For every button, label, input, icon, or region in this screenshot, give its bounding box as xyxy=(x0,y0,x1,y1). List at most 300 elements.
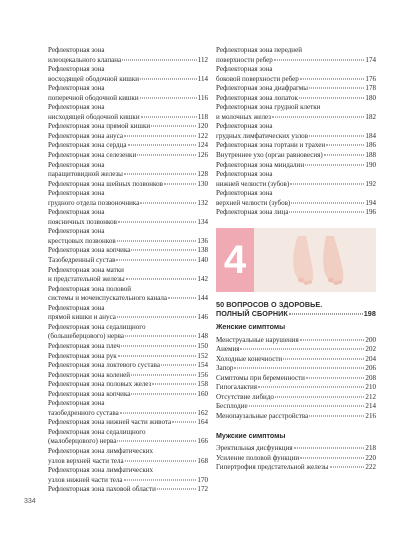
toc-entry-line xyxy=(216,132,376,142)
leader-dots xyxy=(306,377,364,378)
toc-entry-text: боковой поверхности ребер xyxy=(216,74,299,83)
toc-entry[interactable] xyxy=(216,345,376,355)
toc-entry[interactable] xyxy=(48,227,208,246)
toc-entry[interactable] xyxy=(216,374,376,384)
toc-entry-line xyxy=(216,199,376,209)
toc-entry[interactable] xyxy=(48,103,208,122)
toc-entry[interactable] xyxy=(48,466,208,485)
toc-entry[interactable] xyxy=(216,103,376,122)
toc-entry-page: 144 xyxy=(197,294,208,303)
toc-entry[interactable] xyxy=(48,132,208,142)
toc-entry-text: Рефлекторная зона лимфатических xyxy=(48,446,154,455)
toc-entry-line xyxy=(216,161,376,171)
toc-entry-page: 186 xyxy=(365,141,376,150)
toc-entry-text: Рефлекторная зона лица xyxy=(216,208,289,217)
toc-entry-line xyxy=(216,65,376,75)
toc-entry-line xyxy=(216,383,376,393)
toc-entry-text: Рефлекторная зона матки xyxy=(48,265,124,274)
toc-entry-line xyxy=(216,355,376,365)
toc-entry[interactable] xyxy=(216,355,376,365)
toc-entry-page: 148 xyxy=(197,332,208,341)
toc-entry[interactable] xyxy=(216,208,376,218)
toc-entry-line xyxy=(216,170,376,180)
toc-entry-page: 138 xyxy=(197,246,208,255)
toc-entry-page: 134 xyxy=(197,217,208,226)
toc-entry-line xyxy=(48,208,208,218)
toc-entry[interactable] xyxy=(216,444,376,454)
toc-entry[interactable] xyxy=(48,352,208,362)
leader-dots xyxy=(289,212,364,213)
toc-entry[interactable] xyxy=(216,393,376,403)
page-number: 334 xyxy=(24,498,36,505)
toc-entry[interactable] xyxy=(216,46,376,65)
toc-entry-text: Симптомы при беременности xyxy=(216,373,305,382)
leader-dots xyxy=(117,441,196,442)
toc-sections xyxy=(216,323,376,473)
leader-dots xyxy=(117,240,197,241)
toc-entry-line xyxy=(48,46,208,56)
toc-entry[interactable] xyxy=(48,256,208,266)
leader-dots xyxy=(131,374,196,375)
leader-dots xyxy=(291,202,364,203)
leader-dots xyxy=(234,368,364,369)
toc-entry-text: Рефлекторная зона xyxy=(48,227,105,236)
toc-entry-text: Рефлекторная зона xyxy=(48,46,105,54)
toc-entry-page: 118 xyxy=(197,112,208,121)
toc-entry-text: Рефлекторная зона прямой кишки xyxy=(48,122,151,131)
leader-dots xyxy=(289,314,363,315)
leader-dots xyxy=(258,387,364,388)
toc-entry-text: системы и мочеиспускательного канала xyxy=(48,294,168,303)
toc-entry-line xyxy=(48,132,208,142)
toc-entry-page: 130 xyxy=(197,179,208,188)
leader-dots xyxy=(300,457,364,458)
leader-dots xyxy=(274,59,365,60)
toc-entry-page: 162 xyxy=(197,408,208,417)
toc-entry-text: Рефлекторная зона половых желез xyxy=(48,380,152,389)
leader-dots xyxy=(126,279,197,280)
toc-entry-page: 152 xyxy=(197,351,208,360)
toc-entry[interactable] xyxy=(216,402,376,412)
toc-entry-text: Рефлекторная зона xyxy=(216,65,273,74)
toc-entry-line xyxy=(216,151,376,161)
toc-entry-text: поверхности ребер xyxy=(216,55,273,64)
toc-entry-line xyxy=(216,336,376,346)
toc-entry-line xyxy=(48,447,208,457)
toc-entry-text: Гипертрофия предстательной железы xyxy=(216,463,329,472)
toc-entry-text: Рефлекторная зона половой xyxy=(48,284,132,293)
toc-entry-line xyxy=(48,256,208,266)
feet-photo xyxy=(254,228,376,292)
toc-entry-line xyxy=(48,371,208,381)
toc-entry-page: 170 xyxy=(197,475,208,484)
toc-entry[interactable] xyxy=(48,418,208,428)
toc-entry-line xyxy=(48,218,208,228)
toc-entry-text: Тазобедренный сустав xyxy=(48,256,116,265)
toc-entry-page: 176 xyxy=(365,74,376,83)
toc-entry-line xyxy=(48,65,208,75)
toc-entry[interactable] xyxy=(216,151,376,161)
toc-entry[interactable] xyxy=(216,84,376,94)
toc-entry-text: Рефлекторная зона копчика xyxy=(48,389,131,398)
leader-dots xyxy=(172,422,196,423)
toc-entry[interactable] xyxy=(48,84,208,103)
toc-entry-text: Рефлекторная зона паховой области xyxy=(48,485,156,494)
toc-entry[interactable] xyxy=(48,380,208,390)
toc-entry-text: Эректильная дисфункция xyxy=(216,444,293,453)
toc-entry-line xyxy=(216,84,376,94)
toc-entry[interactable] xyxy=(216,170,376,189)
leader-dots xyxy=(125,336,196,337)
toc-entry[interactable] xyxy=(216,65,376,84)
toc-entry-line xyxy=(48,151,208,161)
toc-entry-text: Рефлекторная зона гортани и трахеи xyxy=(216,141,326,150)
toc-entry[interactable] xyxy=(48,342,208,352)
leader-dots xyxy=(249,406,365,407)
toc-entry-line xyxy=(48,246,208,256)
toc-entry-page: 124 xyxy=(197,141,208,150)
toc-entry-text: поперечной ободочной кишки xyxy=(48,93,139,102)
leader-dots xyxy=(137,155,196,156)
leader-dots xyxy=(118,221,196,222)
toc-entry[interactable] xyxy=(48,371,208,381)
toc-entry-page: 164 xyxy=(197,418,208,427)
toc-entry[interactable] xyxy=(48,399,208,418)
leader-dots xyxy=(140,78,197,79)
toc-entry-line xyxy=(216,374,376,384)
toc-entry-text: Рефлекторная зона xyxy=(216,170,273,179)
toc-entry-line xyxy=(216,122,376,132)
chapter-title-line: 50 ВОПРОСОВ О ЗДОРОВЬЕ. xyxy=(216,299,323,309)
toc-entry-line xyxy=(48,275,208,285)
toc-entry-line xyxy=(48,428,208,438)
toc-entry[interactable] xyxy=(48,285,208,304)
toc-entry-line xyxy=(48,56,208,66)
toc-entry-line xyxy=(48,285,208,295)
leader-dots xyxy=(309,416,364,417)
toc-entry-line xyxy=(48,323,208,333)
chapter-title-line: ПОЛНЫЙ СБОРНИК 198 xyxy=(216,309,376,319)
toc-entry-text: Рефлекторная зона ануса xyxy=(48,131,124,140)
toc-entry-page: 126 xyxy=(197,151,208,160)
toc-entry-line xyxy=(216,412,376,422)
toc-entry-line xyxy=(48,390,208,400)
leader-dots xyxy=(124,174,197,175)
toc-entry[interactable] xyxy=(216,463,376,473)
leader-dots xyxy=(161,365,196,366)
toc-entry-line xyxy=(48,122,208,132)
toc-entry-text: Рефлекторная зона диафрагмы xyxy=(216,84,308,93)
toc-entry-text: Рефлекторная зона xyxy=(48,303,105,312)
toc-entry[interactable] xyxy=(216,161,376,171)
toc-entry[interactable] xyxy=(216,141,376,151)
toc-entry-page: 180 xyxy=(365,93,376,102)
section-heading: Мужские симптомы xyxy=(216,431,286,440)
toc-entry-line xyxy=(216,444,376,454)
toc-entry[interactable] xyxy=(48,323,208,342)
toc-entry-text: грудного отдела позвоночника xyxy=(48,198,140,207)
toc-entry[interactable] xyxy=(48,485,208,495)
toc-entry-page: 174 xyxy=(365,55,376,64)
toc-entry[interactable] xyxy=(48,122,208,132)
leader-dots xyxy=(131,393,196,394)
toc-entry-line xyxy=(48,399,208,409)
toc-entry-line xyxy=(48,237,208,247)
toc-entry-page: 116 xyxy=(197,93,208,102)
toc-entry[interactable] xyxy=(216,94,376,104)
toc-entry-text: Рефлекторная зона xyxy=(48,208,105,217)
toc-entry-text: и предстательной железы xyxy=(48,275,125,284)
toc-entry-text: Бесплодие xyxy=(216,402,248,411)
toc-entry-page: 208 xyxy=(365,373,376,382)
leader-dots xyxy=(124,479,197,480)
toc-entry-page: 194 xyxy=(365,198,376,207)
toc-entry[interactable] xyxy=(48,180,208,190)
toc-entry-text: Рефлекторная зона нижней части живота xyxy=(48,418,172,427)
toc-entry[interactable] xyxy=(216,336,376,346)
leader-dots xyxy=(120,412,197,413)
toc-entry-page: 190 xyxy=(365,160,376,169)
toc-entry-text: грудных лимфатических узлов xyxy=(216,131,309,140)
toc-entry-text: узлов нижней части тела xyxy=(48,475,123,484)
chapter-number: 4 xyxy=(223,237,247,282)
toc-entry-line xyxy=(216,46,376,56)
toc-entry-text: Рефлекторная зона седалищного xyxy=(48,427,146,436)
toc-entry-text: нижней челюсти (зубов) xyxy=(216,179,290,188)
toc-entry-page: 214 xyxy=(365,402,376,411)
toc-entry-text: илеоцекального клапана xyxy=(48,55,122,64)
toc-entry[interactable] xyxy=(48,390,208,400)
toc-entry-text: Рефлекторная зона локтевого сустава xyxy=(48,361,160,370)
leader-dots xyxy=(305,164,364,165)
toc-entry-line xyxy=(48,304,208,314)
toc-entry[interactable] xyxy=(216,454,376,464)
toc-entry-line xyxy=(216,393,376,403)
toc-entry[interactable] xyxy=(48,361,208,371)
toc-entry-line xyxy=(48,170,208,180)
toc-entry[interactable] xyxy=(48,46,208,65)
toc-entry[interactable] xyxy=(48,161,208,180)
toc-entry-text: Рефлекторная зона передней xyxy=(216,46,302,54)
toc-entry-line xyxy=(48,342,208,352)
leader-dots xyxy=(117,317,196,318)
leader-dots xyxy=(122,59,197,60)
toc-entry-page: 146 xyxy=(197,313,208,322)
toc-entry-text: и молочных желез xyxy=(216,112,272,121)
toc-entry[interactable] xyxy=(48,266,208,285)
toc-entry-line xyxy=(48,189,208,199)
toc-entry-line xyxy=(48,437,208,447)
toc-entry[interactable] xyxy=(48,65,208,84)
chapter-page: 198 xyxy=(363,309,376,319)
toc-entry-page: 188 xyxy=(365,151,376,160)
toc-entry-line xyxy=(48,466,208,476)
toc-entry-text: (большеберцового) нерва xyxy=(48,332,125,341)
toc-entry-text: Рефлекторная зона сердца xyxy=(48,141,127,150)
toc-entry-line xyxy=(48,75,208,85)
toc-entry[interactable] xyxy=(48,447,208,466)
toc-entry-text: Рефлекторная зона xyxy=(48,65,105,74)
toc-entry-line xyxy=(216,345,376,355)
toc-entry-text: Рефлекторная зона грудной клетки xyxy=(216,103,321,112)
toc-entry-text: восходящей ободочной кишки xyxy=(48,74,140,83)
toc-entry-page: 140 xyxy=(197,256,208,265)
toc-entry-line xyxy=(216,94,376,104)
leader-dots xyxy=(290,183,364,184)
toc-entry[interactable] xyxy=(48,189,208,208)
toc-entry-line xyxy=(216,180,376,190)
toc-entry-text: верхней челюсти (зубов) xyxy=(216,198,291,207)
toc-entry[interactable] xyxy=(48,428,208,447)
toc-entry-line xyxy=(48,418,208,428)
toc-entry[interactable] xyxy=(216,412,376,422)
toc-entry-line xyxy=(48,94,208,104)
toc-entry-page: 168 xyxy=(197,456,208,465)
toc-entry-page: 182 xyxy=(365,112,376,121)
leader-dots xyxy=(330,467,365,468)
toc-right-column xyxy=(216,46,376,473)
toc-entry-page: 210 xyxy=(365,383,376,392)
toc-entry-page: 156 xyxy=(197,370,208,379)
toc-entry-line xyxy=(48,141,208,151)
leader-dots xyxy=(121,345,196,346)
toc-entry-page: 166 xyxy=(197,437,208,446)
toc-entry-text: Внутреннее ухо (орган равновесия) xyxy=(216,151,323,160)
leader-dots xyxy=(124,135,196,136)
chapter-banner xyxy=(216,228,376,292)
toc-entry-text: Рефлекторная зона рук xyxy=(48,351,117,360)
toc-entry-page: 172 xyxy=(197,485,208,494)
toc-entry-text: Рефлекторная зона xyxy=(216,122,273,131)
toc-entry-page: 150 xyxy=(197,341,208,350)
leader-dots xyxy=(309,135,364,136)
leader-dots xyxy=(272,116,364,117)
toc-entry[interactable] xyxy=(216,383,376,393)
leader-dots xyxy=(324,155,365,156)
toc-entry-text: Рефлекторная зона xyxy=(48,399,105,408)
toc-entry[interactable] xyxy=(216,122,376,141)
toc-entry-text: Запор xyxy=(216,364,234,373)
toc-entry-page: 120 xyxy=(197,122,208,131)
toc-entry-page: 222 xyxy=(365,463,376,472)
leader-dots xyxy=(283,358,364,359)
leader-dots xyxy=(118,355,197,356)
toc-entry-text: Рефлекторная зона коленей xyxy=(48,370,131,379)
toc-entry-text: Рефлекторная зона шейных позвонков xyxy=(48,179,163,188)
toc-entry-page: 218 xyxy=(365,444,376,453)
toc-entry-line xyxy=(48,161,208,171)
toc-entry-text: Рефлекторная зона xyxy=(216,189,273,198)
toc-entry-line xyxy=(48,227,208,237)
toc-entry-text: прямой кишки и ануса xyxy=(48,313,116,322)
toc-entry-text: Рефлекторная зона миндалин xyxy=(216,160,305,169)
toc-entry-page: 114 xyxy=(197,74,208,83)
toc-entry-text: Рефлекторная зона плеч xyxy=(48,341,121,350)
leader-dots xyxy=(326,145,364,146)
toc-entry-line xyxy=(48,313,208,323)
toc-entry[interactable] xyxy=(216,189,376,208)
toc-entry-text: паращитовидной железы xyxy=(48,170,123,179)
toc-entry-text: поясничных позвонков xyxy=(48,217,117,226)
toc-entry-line xyxy=(48,352,208,362)
toc-entry[interactable] xyxy=(216,364,376,374)
toc-entry-line xyxy=(48,266,208,276)
toc-entry-line xyxy=(48,409,208,419)
toc-entry-line xyxy=(48,361,208,371)
toc-entry[interactable] xyxy=(48,141,208,151)
toc-entry-line xyxy=(48,457,208,467)
leader-dots xyxy=(116,260,196,261)
toc-entry-page: 158 xyxy=(197,380,208,389)
toc-entry-text: нисходящей ободочной кишки xyxy=(48,112,140,121)
toc-entry-page: 216 xyxy=(365,412,376,420)
toc-entry[interactable] xyxy=(48,151,208,161)
toc-entry-page: 128 xyxy=(197,170,208,179)
toc-entry-page: 122 xyxy=(197,131,208,140)
toc-entry-page: 192 xyxy=(365,179,376,188)
toc-entry-text: Анемия xyxy=(216,345,240,354)
section-heading: Женские симптомы xyxy=(216,323,286,332)
toc-entry-line xyxy=(216,208,376,218)
toc-entry-line xyxy=(48,199,208,209)
toc-entry-line xyxy=(48,380,208,390)
toc-entry-text: Отсутствие либидо xyxy=(216,392,274,401)
leader-dots xyxy=(152,384,196,385)
toc-entry-page: 206 xyxy=(365,364,376,373)
toc-entry-text: Усиление половой функции xyxy=(216,453,300,462)
toc-entry[interactable] xyxy=(48,246,208,256)
leader-dots xyxy=(151,126,196,127)
toc-right-entries xyxy=(216,46,376,218)
toc-entry-text: Рефлекторная зона селезенки xyxy=(48,151,137,160)
toc-entry-page: 132 xyxy=(197,198,208,207)
toc-entry-text: Рефлекторная зона xyxy=(48,189,105,198)
toc-entry-text: Менопаузальные расстройства xyxy=(216,412,309,420)
toc-entry-page: 200 xyxy=(365,335,376,344)
toc-entry-text: Рефлекторная зона седалищного xyxy=(48,322,146,331)
toc-entry-page: 142 xyxy=(197,275,208,284)
toc-entry-text: Рефлекторная зона xyxy=(48,103,105,112)
toc-entry-text: Рефлекторная зона лимфатических xyxy=(48,466,154,475)
toc-entry[interactable] xyxy=(48,304,208,323)
toc-entry-line xyxy=(216,141,376,151)
toc-entry-text: Рефлекторная зона копчика xyxy=(48,246,131,255)
toc-entry-text: Гипогалактия xyxy=(216,383,258,392)
toc-entry-page: 212 xyxy=(365,392,376,401)
leader-dots xyxy=(131,250,196,251)
toc-entry-line xyxy=(48,332,208,342)
toc-entry-line xyxy=(48,485,208,495)
toc-entry-line xyxy=(48,180,208,190)
toc-entry-text: Холодные конечности xyxy=(216,354,283,363)
leader-dots xyxy=(294,448,365,449)
chapter-title xyxy=(216,300,376,319)
leader-dots xyxy=(275,396,364,397)
leader-dots xyxy=(300,339,365,340)
toc-entry-line xyxy=(48,294,208,304)
leader-dots xyxy=(164,183,196,184)
toc-entry-page: 184 xyxy=(365,131,376,140)
leader-dots xyxy=(240,349,364,350)
toc-entry[interactable] xyxy=(48,208,208,227)
toc-entry-line xyxy=(48,84,208,94)
toc-entry-page: 112 xyxy=(197,55,208,64)
toc-entry-text: Рефлекторная зона xyxy=(48,160,105,169)
toc-entry-line xyxy=(48,103,208,113)
toc-entry-line xyxy=(216,463,376,473)
toc-entry-text: (малоберцового) нерва xyxy=(48,437,117,446)
leader-dots xyxy=(140,202,196,203)
